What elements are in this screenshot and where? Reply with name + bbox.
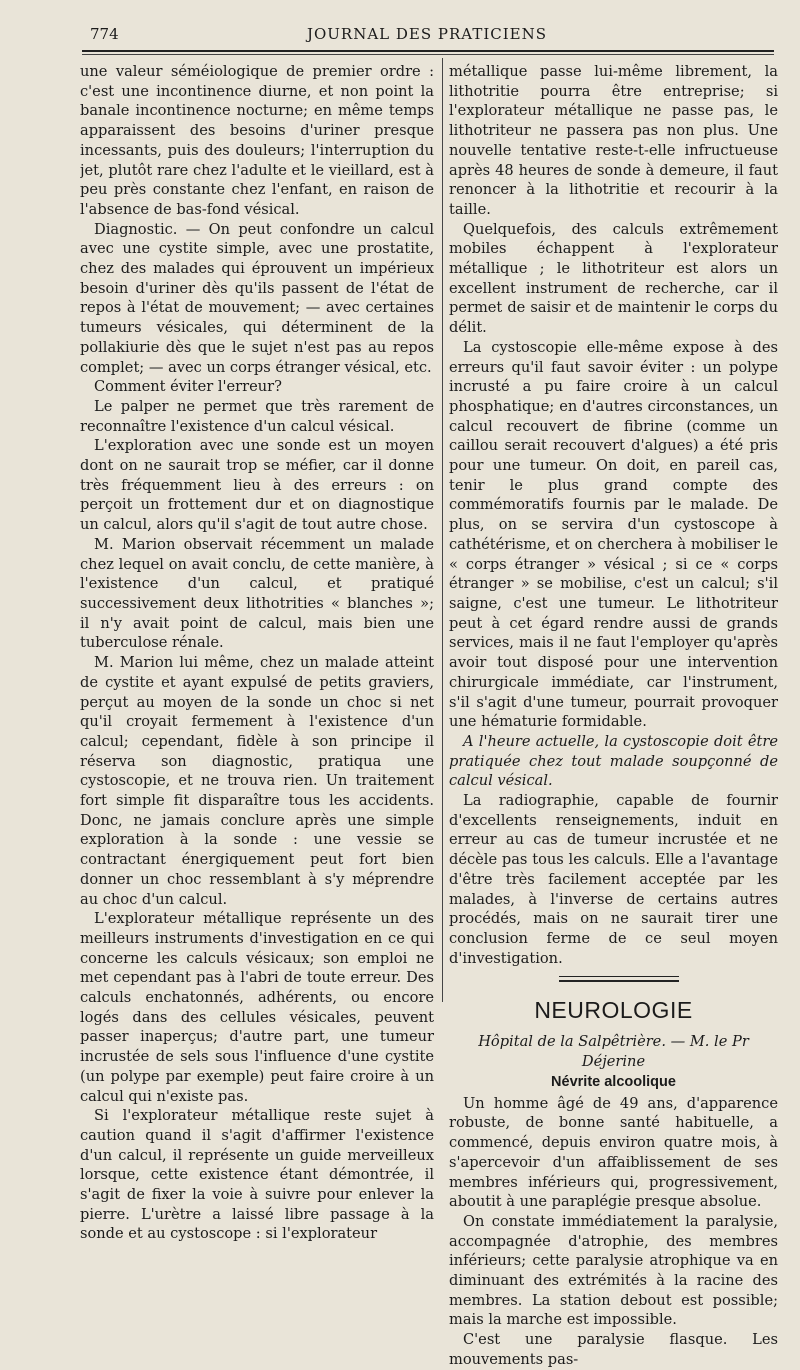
hospital-line: Hôpital de la Salpêtrière. — M. le Pr Déjerine: [478, 1033, 749, 1071]
right-column: [449, 62, 778, 1370]
paragraph: une valeur séméiologique de premier ordre : c'est une incontinence diurne, et non point la banale incontinence nocturne; en même temps apparaissent des besoins d'uriner presque incessants, puis des douleurs; l'interruption du jet, plutôt rare chez l'adulte et le vieillard, est à peu près constante chez l'enfant, en raison de l'absence de bas-fond vésical.: [80, 63, 434, 218]
paragraph: Si l'explorateur métallique reste sujet à caution quand il s'agit d'affirmer l'existence d'un calcul, il représente un guide merveilleux lorsque, cette existence étant démontrée, il s'agit de fixer la voie à suivre pour enlever la pierre. L'urètre a laissé libre passage à la sonde et au cystoscope : si l'explorateur: [80, 1107, 434, 1243]
paragraph: M. Marion lui même, chez un malade atteint de cystite et ayant expulsé de petits graviers, perçut au moyen de la sonde un choc si net qu'il croyait fermement à l'existence d'un calcul; cependant, fidèle à son principe il réserva son diagnostic, pratiqua une cystoscopie, et ne trouva rien. Un traitement fort simple fit disparaître tous les accidents. Donc, ne jamais conclure après une simple exploration à la sonde : une vessie se contractant énergiquement peut fort bien donner un choc ressemblant à s'y méprendre au choc d'un calcul.: [80, 654, 434, 908]
paragraph: La radiographie, capable de fournir d'excellents renseignements, induit en erreur au cas de tumeur incrustée et ne décèle pas tous les calculs. Elle a l'avantage d'être très facilement acceptée par les malades, à l'inverse de certains autres procédés, mais on ne saurait tirer une conclusion ferme de ce seul moyen d'investigation.: [449, 792, 778, 967]
paragraph: Quelquefois, des calculs extrêmement mobiles échappent à l'explorateur métallique ; le lithotriteur est alors un excellent instrument de recherche, car il permet de saisir et de maintenir le corps du délit.: [449, 220, 778, 337]
paragraph: La cystoscopie elle-même expose à des erreurs qu'il faut savoir éviter : un polype incrusté a pu faire croire à un calcul phosphatique; en d'autres circonstances, un calcul recouvert de fibrine (comme un caillou serait recouvert d'algues) a été pris pour une tumeur. On doit, en pareil cas, tenir le plus grand compte des commémoratifs fournis par le malade. De plus, on se servira d'un cystoscope à cathétérisme, et on cherchera à mobiliser le « corps étranger » vésical ; si ce « corps étranger » se mobilise, c'est un calcul; s'il saigne, c'est une tumeur. Le lithotriteur peut à cet égard rendre aussi de grands services, mais il ne faut l'employer qu'après avoir tout disposé pour une intervention chirurgicale immédiate, car l'instrument, s'il s'agit d'une tumeur, pourrait provoquer une hématurie formidable.: [449, 338, 778, 731]
paragraph: Le palper ne permet que très rarement de reconnaître l'existence d'un calcul vésical.: [80, 397, 434, 435]
paragraph: M. Marion observait récemment un malade chez lequel on avait conclu, de cette manière, à l'existence d'un calcul, et pratiqué successivement deux lithotrities « blanches »; il n'y avait point de calcul, mais bien une tuberculose rénale.: [80, 535, 434, 652]
paragraph: L'explorateur métallique représente un des meilleurs instruments d'investigation en ce qui concerne les calculs vésicaux; son emploi ne met cependant pas à l'abri de toute erreur. Des calculs enchatonnés, adhérents, ou encore logés dans des cellules vésicales, peuvent passer inaperçus; d'autre part, une tumeur incrustée de sels sous l'influence d'une cystite (un polype par exemple) peut faire croire à un calcul qui n'existe pas.: [80, 910, 434, 1105]
journal-title: JOURNAL DES PRATICIENS: [306, 25, 548, 43]
section-title: NEUROLOGIE: [534, 997, 693, 1024]
italic-conclusion: A l'heure actuelle, la cystoscopie doit être pratiquée chez tout malade soupçonné de calcul vésical.: [449, 732, 778, 790]
column-divider: [442, 58, 443, 1002]
header-rule: [82, 50, 774, 52]
paragraph: L'exploration avec une sonde est un moyen dont on ne saurait trop se méfier, car il donne très fréquemment lieu à des erreurs : on perçoit un frottement dur et on diagnostique un calcul, alors qu'il s'agit de tout autre chose.: [80, 437, 434, 534]
paragraph: On constate immédiatement la paralysie, accompagnée d'atrophie, des membres inférieurs; cette paralysie atrophique va en diminuant des extrémités à la racine des membres. La station debout est possible; mais la marche est impossible.: [449, 1212, 778, 1329]
paragraph-diagnostic: Diagnostic. — On peut confondre un calcul avec une cystite simple, avec une prostatite, chez des malades qui éprouvent un impérieux besoin d'uriner dès qu'ils passent de l'état de repos à l'état de mouvement; — avec certaines tumeurs vésicales, qui déterminent de la pollakiurie dès que le sujet n'est pas au repos complet; — avec un corps étranger vésical, etc.: [80, 220, 434, 376]
paragraph: C'est une paralysie flasque. Les mouvements pas-: [449, 1331, 778, 1368]
article-subtitle: Névrite alcoolique: [551, 1073, 676, 1090]
paragraph: Comment éviter l'erreur?: [94, 378, 282, 396]
header-rule-thin: [82, 54, 774, 55]
page-header: [82, 22, 772, 48]
left-column: [80, 62, 434, 1244]
section-separator: [449, 970, 778, 990]
paragraph: métallique passe lui-même librement, la lithotritie pourra être entreprise; si l'explorateur métallique ne passe pas, le lithotriteur ne passera pas non plus. Une nouvelle tentative reste-t-elle infructueuse après 48 heures de sonde à demeure, il faut renoncer à la lithotritie et recourir à la taille.: [449, 63, 778, 218]
page-number: 774: [90, 25, 119, 43]
paragraph: Un homme âgé de 49 ans, d'apparence robuste, de bonne santé habituelle, a commencé, depuis environ quatre mois, à s'apercevoir d'un affaiblissement de ses membres inférieurs qui, progressivement, aboutit à une paraplégie presque absolue.: [449, 1094, 778, 1211]
